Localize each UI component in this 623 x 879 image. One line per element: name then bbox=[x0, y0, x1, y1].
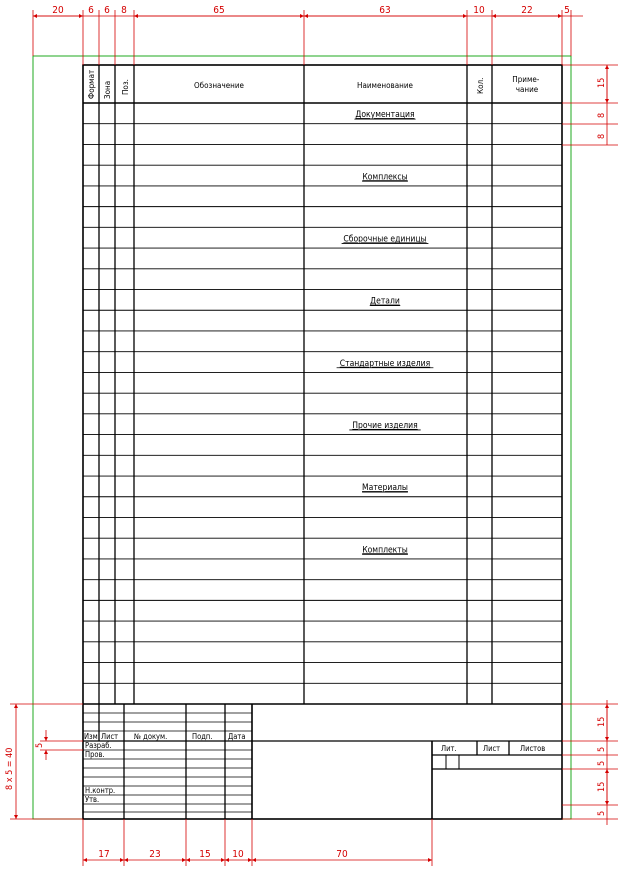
section-heading: Документация bbox=[355, 110, 415, 121]
dim-right-8: 5 bbox=[597, 810, 607, 816]
dim-top-8: 22 bbox=[521, 5, 533, 16]
dim-bottom-3: 15 bbox=[199, 849, 211, 860]
header-note: Приме- чание bbox=[512, 75, 540, 94]
dim-top-3: 6 bbox=[104, 5, 110, 16]
dim-top-1: 20 bbox=[52, 5, 64, 16]
section-heading: Сборочные единицы bbox=[343, 234, 427, 245]
header-format: Формат bbox=[87, 69, 96, 99]
dim-right-5: 5 bbox=[597, 746, 607, 752]
dim-bottom-2: 23 bbox=[149, 849, 161, 860]
dim-top-7: 10 bbox=[473, 5, 485, 16]
tb-utv: Утв. bbox=[85, 795, 100, 804]
tb-razrab: Разраб. bbox=[85, 741, 112, 750]
dim-top-4: 8 bbox=[121, 5, 127, 16]
dim-left-small: 5 bbox=[35, 742, 45, 748]
header-pos: Поз. bbox=[121, 79, 130, 95]
dim-right-7: 15 bbox=[597, 781, 607, 792]
dim-bottom-1: 17 bbox=[98, 849, 110, 860]
dim-left-total: 8 x 5 = 40 bbox=[5, 747, 15, 790]
section-heading: Стандартные изделия bbox=[339, 358, 431, 369]
tb-sheets: Листов bbox=[520, 744, 546, 753]
tb-list: Лист bbox=[101, 732, 119, 741]
header-zone: Зона bbox=[103, 80, 112, 99]
section-headings bbox=[337, 110, 434, 555]
column-lines bbox=[99, 65, 492, 704]
section-heading: Материалы bbox=[362, 483, 408, 494]
dim-bottom-5: 70 bbox=[336, 849, 348, 860]
section-heading: Детали bbox=[370, 296, 400, 307]
tb-sheet: Лист bbox=[483, 744, 501, 753]
title-block bbox=[83, 704, 562, 819]
section-heading: Комплекты bbox=[362, 545, 408, 556]
dim-top-2: 6 bbox=[88, 5, 94, 16]
tb-prov: Пров. bbox=[85, 750, 105, 759]
dim-right-2: 8 bbox=[597, 112, 607, 118]
dim-right-3: 8 bbox=[597, 133, 607, 139]
dim-top-5: 65 bbox=[213, 5, 225, 16]
tb-doc-no: № докум. bbox=[134, 732, 168, 741]
dim-bottom-4: 10 bbox=[232, 849, 244, 860]
header-qty: Кол. bbox=[476, 77, 485, 94]
dim-top-6: 63 bbox=[379, 5, 391, 16]
section-heading: Прочие изделия bbox=[352, 420, 418, 431]
table-rows bbox=[83, 124, 562, 684]
dim-right-4: 15 bbox=[597, 716, 607, 727]
section-heading: Комплексы bbox=[362, 172, 408, 183]
header-designation: Обозначение bbox=[194, 81, 244, 90]
tb-date: Дата bbox=[228, 732, 246, 741]
tb-lit: Лит. bbox=[441, 744, 457, 753]
tb-nkontr: Н.контр. bbox=[85, 786, 116, 795]
tb-sign: Подп. bbox=[192, 732, 213, 741]
dim-top-9: 5 bbox=[564, 5, 570, 16]
header-name: Наименование bbox=[357, 81, 413, 90]
main-frame bbox=[83, 65, 562, 819]
dim-right-6: 5 bbox=[597, 760, 607, 766]
dim-right-1: 15 bbox=[597, 77, 607, 88]
tb-izm: Изм. bbox=[84, 732, 100, 741]
